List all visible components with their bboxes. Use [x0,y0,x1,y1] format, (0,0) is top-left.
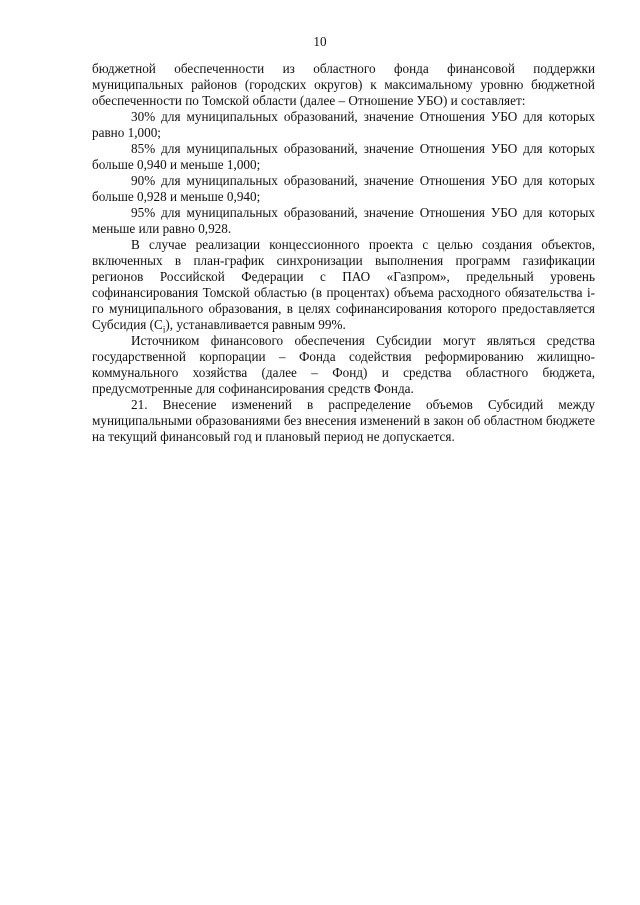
paragraph-rate-90: 90% для муниципальных образований, значение Отношения УБО для которых больше 0,928 и меньше 0,940; [92,173,595,204]
paragraph-rate-85: 85% для муниципальных образований, значение Отношения УБО для которых больше 0,940 и меньше 1,000; [92,141,595,172]
concession-text-end: ), устанавливается равным 99%. [165,317,346,332]
paragraph-item-21: 21. Внесение изменений в распределение объемов Субсидий между муниципальными образованиями без внесения изменений в закон об областном бюджете на текущий финансовый год и плановый период не допускается. [92,397,595,444]
paragraph-concession [92,237,595,333]
paragraph-ubo-intro: бюджетной обеспеченности из областного фонда финансовой поддержки муниципальных районов (городских округов) к максимальному уровню бюджетной обеспеченности по Томской области (далее – Отношение УБО) и составляет: [92,61,595,108]
page-number: 10 [313,34,327,49]
document-body [92,61,595,445]
subscript-i: i [162,324,166,335]
paragraph-rate-30: 30% для муниципальных образований, значение Отношения УБО для которых равно 1,000; [92,109,595,140]
paragraph-rate-95: 95% для муниципальных образований, значение Отношения УБО для которых меньше или равно 0,928. [92,205,595,236]
concession-text: В случае реализации концессионного проекта с целью создания объектов, включенных в план-график синхронизации выполнения программ газификации регионов Российской Федерации с ПАО «Газпром», предельный уровень софинансирования Томской областью (в процентах) объема расходного обязательства i-го муниципального образования, в целях софинансирования которого предоставляется Субсидия (C [92,237,595,332]
paragraph-funding-source: Источником финансового обеспечения Субсидии могут являться средства государственной корпорации – Фонда содействия реформированию жилищно-коммунального хозяйства (далее – Фонд) и средства областного бюджета, предусмотренные для софинансирования средств Фонда. [92,333,595,396]
